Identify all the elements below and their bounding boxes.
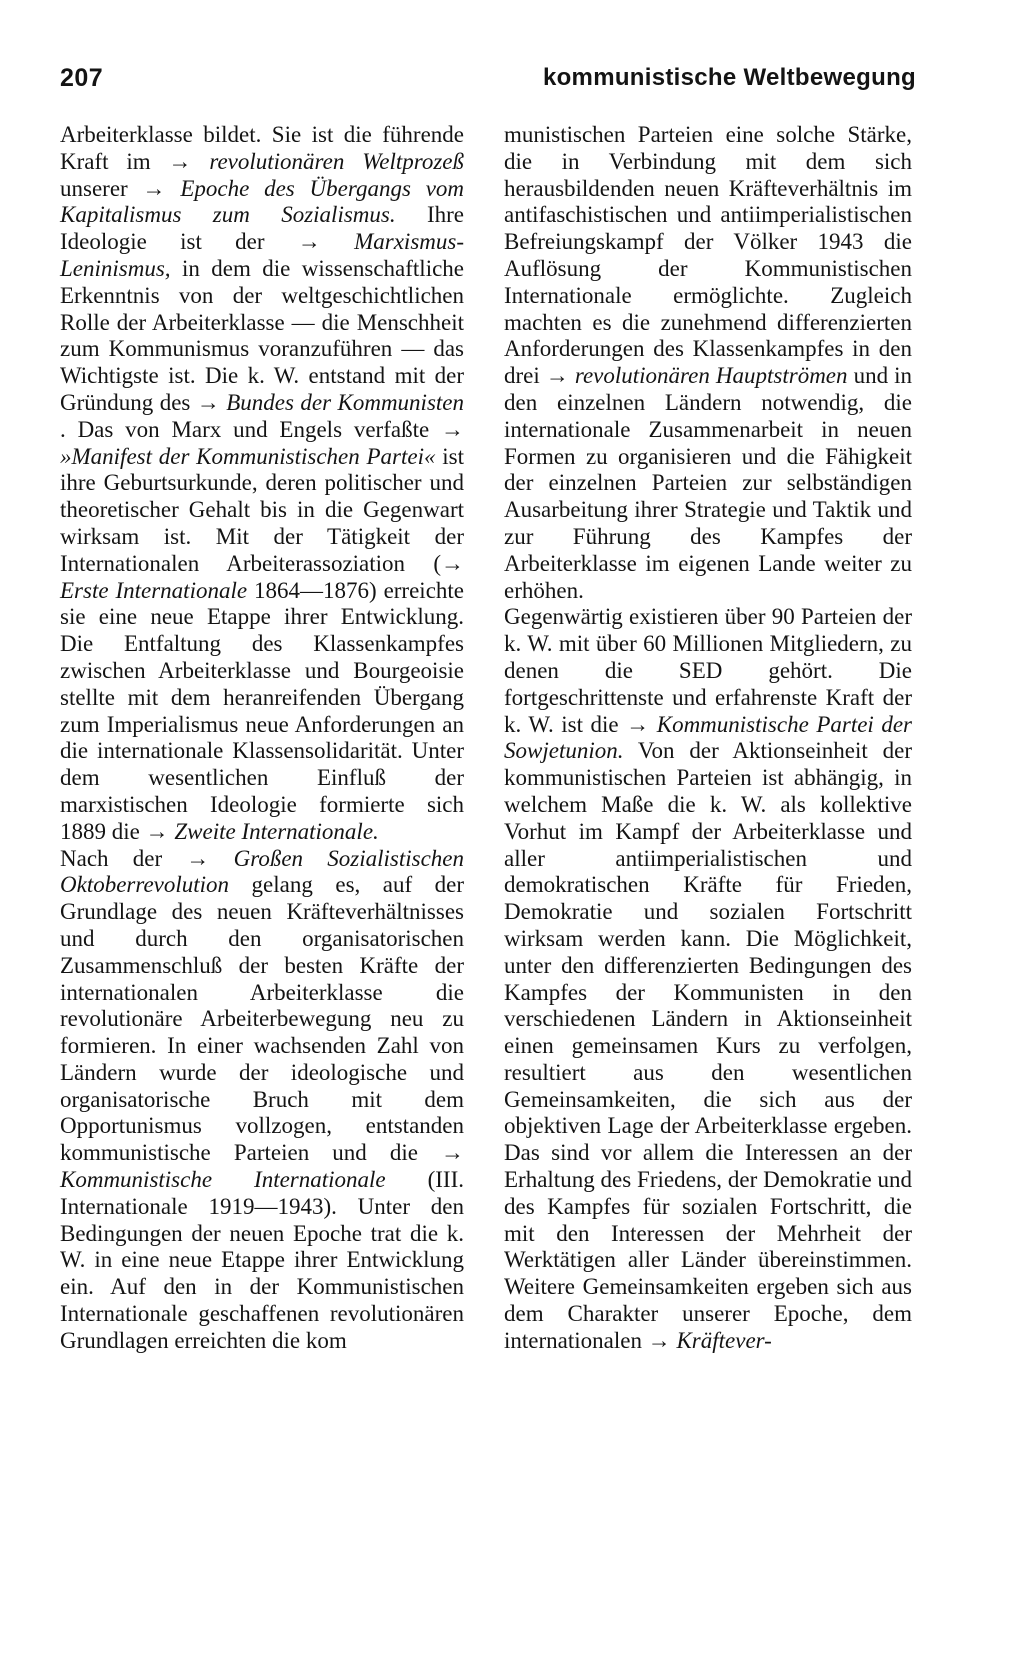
paragraph bbox=[504, 604, 912, 1354]
text-run bbox=[192, 149, 210, 174]
left-column bbox=[60, 122, 464, 1355]
text-run: Von der Aktionseinheit der kommunistischen Parteien ist abhängig, in welchem Maße die k. W. als kollektive Vorhut im Kampf der Arbeiterklasse und aller antiimperialistischen und demokratischen Kräfte für Frieden, Demokratie und sozialen Fortschritt wirksam werden kann. Die Möglichkeit, unter den differenzierten Bedingungen des Kampfes der Kommunisten in den verschiedenen Ländern in Aktionseinheit einen gemeinsamen Kurs zu verfolgen, resultiert aus den wesentlichen Gemeinsamkeiten, die sich aus der objektiven Lage der Arbeiterklasse ergeben. Das sind vor allem die Interessen an der Erhaltung des Friedens, der Demokratie und des Kampfes für sozialen Fortschritt, die mit den Interessen der Mehrheit der Werktätigen aller Länder übereinstimmen. Weitere Gemeinsamkeiten ergeben sich aus dem Charakter unserer Epoche, dem internationalen bbox=[504, 738, 912, 1353]
text-run bbox=[166, 176, 181, 201]
text-run: munistischen Parteien eine solche Stärke, die in Verbindung mit dem sich herausbildenden neuen Kräfteverhältnis im antifaschistischen und antiimperialistischen Befreiungskampf der Völker 1943 die Auflösung der Kommunistischen Internationale ermöglichte. Zugleich machten es die zunehmend differenzierten Anforderungen des Klassenkampfes in den drei bbox=[504, 122, 912, 389]
text-run: . Das von Marx und Engels verfaßte bbox=[60, 416, 441, 442]
cross-reference-term: Erste Internationale bbox=[60, 577, 248, 603]
text-run: gelang es, auf der Grundlage des neuen Kräfteverhältnisses und durch den organisatorischen Zusammenschluß der besten Kräfte der internationalen Arbeiterklasse die revolutionäre Arbeiterbewegung neu zu formieren. In einer wachsenden Zahl von Ländern wurde der ideologische und organisatorische Bruch mit dem Opportunismus vollzogen, entstanden kommunistische Parteien und die bbox=[60, 872, 464, 1166]
text-run: Arbeiterklasse bildet. Sie ist die führende Kraft im bbox=[60, 122, 464, 174]
text-run: 1864—1876) erreichte sie eine neue Etappe ihrer Entwicklung. Die Entfaltung des Klassenkampfes zwischen Arbeiterklasse und Bourgeoisie stellte mit dem heranreifenden Übergang zum Imperialismus neue Anforderungen an die internationale Klassensolidarität. Unter dem wesentlichen Einfluß der marxistischen Ideologie formierte sich 1889 die bbox=[60, 577, 464, 844]
cross-reference-term: Kräftever- bbox=[676, 1327, 772, 1353]
running-head: kommunistische Weltbewegung bbox=[542, 64, 916, 91]
page-number: 207 bbox=[60, 64, 104, 92]
text-run: ist ihre Geburtsurkunde, deren politischer und theoretischer Gehalt bis in die Gegenwart wirksam ist. Mit der Tätigkeit der Internationalen Arbeiterassoziation ( bbox=[60, 443, 465, 576]
cross-reference-arrow-icon: → bbox=[441, 416, 464, 442]
cross-reference-arrow-icon: → bbox=[626, 711, 650, 737]
cross-reference-term: »Manifest der Kommunistischen Partei« bbox=[60, 443, 436, 469]
paragraph bbox=[60, 846, 464, 1355]
cross-reference-arrow-icon: → bbox=[196, 389, 220, 415]
cross-reference-term: revolutionären Weltprozeß bbox=[209, 148, 465, 174]
text-run: (III. Internationale 1919—1943). Unter den Bedingungen der neuen Epoche trat die k. W. in eine neue Etappe ihrer Entwicklung ein. Auf den in der Kommunistischen Internationale geschaffenen revolutionären Grundlagen erreichten die kom bbox=[60, 1167, 464, 1353]
text-run: und in den einzelnen Ländern notwendig, die internationale Zusammenarbeit in neuen Formen zu organisieren und die Fähigkeit der einzelnen Parteien zur selbständigen Ausarbeitung ihrer Strategie und Taktik und zur Führung des Kampfes der Arbeiterklasse im eigenen Lande weiter zu erhöhen. bbox=[504, 363, 912, 603]
cross-reference-arrow-icon: → bbox=[441, 1140, 464, 1166]
cross-reference-arrow-icon: → bbox=[297, 229, 321, 255]
text-run: Nach der bbox=[60, 845, 187, 871]
paragraph bbox=[60, 122, 464, 846]
paragraph bbox=[504, 122, 912, 604]
cross-reference-term: Zweite Internationale. bbox=[174, 818, 379, 844]
text-run: unserer bbox=[60, 175, 143, 201]
text-run bbox=[649, 712, 657, 737]
text-run: Ihre Ideologie ist der bbox=[60, 202, 465, 255]
cross-reference-arrow-icon: → bbox=[441, 550, 464, 576]
cross-reference-arrow-icon: → bbox=[186, 845, 210, 871]
cross-reference-term: Großen Sozialistischen Oktoberrevolution bbox=[60, 845, 464, 898]
cross-reference-arrow-icon: → bbox=[145, 818, 169, 844]
cross-reference-arrow-icon: → bbox=[168, 148, 192, 174]
cross-reference-arrow-icon: → bbox=[647, 1327, 671, 1353]
text-run: in dem die wissenschaftliche Erkenntnis von der weltgeschichtlichen Rolle der Arbeiterklasse — die Menschheit zum Kommunismus voranzuführen — das Wichtigste ist. Die k. W. entstand mit der Gründung des bbox=[60, 255, 464, 415]
text-run bbox=[209, 846, 233, 871]
text-run: Gegenwärtig existieren über 90 Parteien der k. W. mit über 60 Millionen Mitgliedern, zu denen die SED gehört. Die fortgeschrittenste und erfahrenste Kraft der k. W. ist die bbox=[504, 604, 912, 737]
cross-reference-arrow-icon: → bbox=[545, 363, 569, 389]
cross-reference-term: Epoche des Übergangs vom Kapitalismus zum Sozialismus. bbox=[60, 175, 465, 228]
cross-reference-term: Marxismus-Leninismus, bbox=[60, 229, 464, 281]
cross-reference-arrow-icon: → bbox=[142, 175, 166, 201]
cross-reference-term: revolutionären Hauptströmen bbox=[574, 363, 848, 389]
cross-reference-term: Kommunistische Internationale bbox=[60, 1167, 386, 1193]
text-run bbox=[321, 229, 354, 254]
right-column bbox=[504, 122, 912, 1355]
cross-reference-term: Bundes der Kommunisten bbox=[226, 389, 464, 415]
cross-reference-term: Kommunistische Partei der Sowjetunion. bbox=[504, 711, 913, 764]
